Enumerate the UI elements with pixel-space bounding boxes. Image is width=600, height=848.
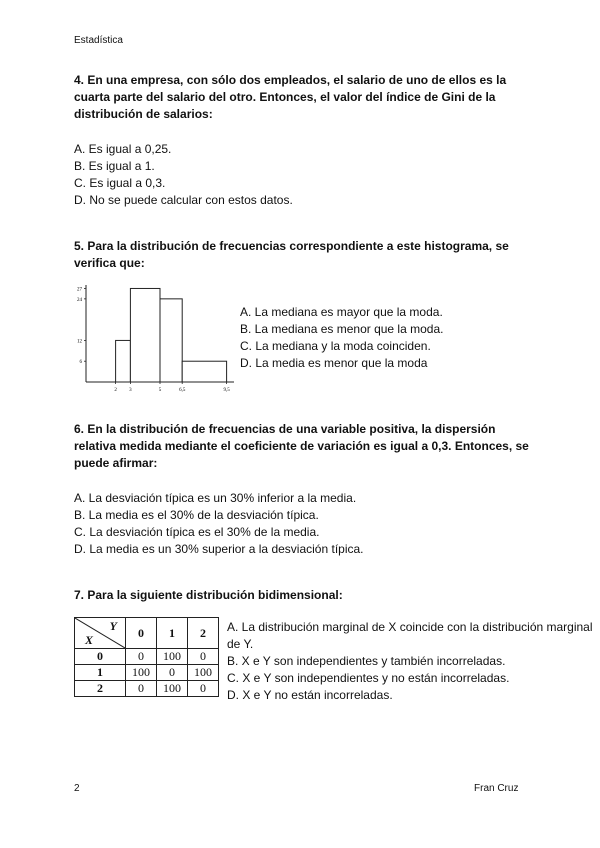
- table-cell: 100: [188, 665, 219, 681]
- table-x-label: X: [85, 633, 94, 647]
- question-6-option-b: B. La media es el 30% de la desviación típica.: [74, 508, 319, 522]
- table-cell: 0: [126, 681, 157, 697]
- table-corner-cell: [75, 618, 126, 649]
- question-6-option-c: C. La desviación típica es el 30% de la media.: [74, 525, 320, 539]
- question-5-options: [240, 304, 443, 372]
- question-5-option-c: C. La mediana y la moda coinciden.: [240, 339, 431, 353]
- question-4: [74, 72, 534, 209]
- question-4-option-a: A. Es igual a 0,25.: [74, 142, 172, 156]
- question-7-title: 7. Para la siguiente distribución bidimensional:: [74, 588, 343, 602]
- histogram-bar: [160, 299, 182, 382]
- table-cell: 0: [188, 649, 219, 665]
- question-7-options: [227, 619, 600, 704]
- question-6-option-d: D. La media es un 30% superior a la desviación típica.: [74, 542, 364, 556]
- page-number: 2: [74, 783, 80, 794]
- y-tick-label: 12: [77, 339, 82, 345]
- question-5: [74, 238, 534, 272]
- question-7: [74, 587, 534, 604]
- question-4-title: 4. En una empresa, con sólo dos empleados, el salario de uno de ellos es la cuarta parte del salario del otro. Entonces, el valor del índice de Gini de la distribución de salarios:: [74, 73, 507, 121]
- x-tick-label: 6,5: [179, 388, 186, 393]
- question-5-option-d: D. La media es menor que la moda: [240, 356, 428, 370]
- y-tick-label: 6: [79, 360, 82, 366]
- x-tick-label: 9,5: [223, 388, 230, 393]
- table-cell: 100: [157, 649, 188, 665]
- x-tick-label: 3: [129, 388, 132, 393]
- histogram-bar: [130, 288, 160, 382]
- table-cell: 100: [126, 665, 157, 681]
- table-col-header: 1: [157, 618, 188, 649]
- y-tick-label: 27: [77, 287, 82, 293]
- table-cell: 0: [126, 649, 157, 665]
- question-4-option-d: D. No se puede calcular con estos datos.: [74, 193, 293, 207]
- table-cell: 100: [157, 681, 188, 697]
- question-7-option-c: C. X e Y son independientes y no están incorreladas.: [227, 671, 510, 685]
- question-7-option-d: D. X e Y no están incorreladas.: [227, 688, 393, 702]
- table-row-header: 1: [75, 665, 126, 681]
- question-5-title: 5. Para la distribución de frecuencias correspondiente a este histograma, se verifica que:: [74, 239, 509, 270]
- table-cell: 0: [188, 681, 219, 697]
- question-7-option-b: B. X e Y son independientes y también incorreladas.: [227, 654, 506, 668]
- question-5-option-a: A. La mediana es mayor que la moda.: [240, 305, 443, 319]
- table-y-label: Y: [109, 619, 117, 633]
- question-4-option-c: C. Es igual a 0,3.: [74, 176, 166, 190]
- table-cell: 0: [157, 665, 188, 681]
- x-tick-label: 2: [114, 388, 117, 393]
- question-5-option-b: B. La mediana es menor que la moda.: [240, 322, 444, 336]
- table-row: [75, 649, 219, 665]
- table-row-header: 2: [75, 681, 126, 697]
- footer-author: Fran Cruz: [474, 783, 519, 794]
- diagonal-line-icon: [75, 618, 125, 648]
- table-col-header: 2: [188, 618, 219, 649]
- question-6-option-a: A. La desviación típica es un 30% inferior a la media.: [74, 491, 357, 505]
- question-7-option-a: A. La distribución marginal de X coincide con la distribución marginal de Y.: [227, 620, 593, 651]
- question-4-option-b: B. Es igual a 1.: [74, 159, 155, 173]
- document-header: Estadística: [74, 35, 123, 46]
- question-4-options: [74, 141, 534, 209]
- table-row-header: 0: [75, 649, 126, 665]
- table-col-header: 0: [126, 618, 157, 649]
- histogram-bar: [182, 361, 226, 382]
- question-6-options: [74, 490, 534, 558]
- histogram-chart: [74, 283, 238, 399]
- y-tick-label: 24: [77, 297, 82, 303]
- bivariate-table: [74, 617, 219, 697]
- table-row: [75, 665, 219, 681]
- histogram-bar: [116, 340, 131, 382]
- table-row: [75, 681, 219, 697]
- x-tick-label: 5: [158, 388, 162, 393]
- question-6: [74, 421, 534, 558]
- question-6-title: 6. En la distribución de frecuencias de una variable positiva, la dispersión relativa medida mediante el coeficiente de variación es igual a 0,3. Entonces, se puede afirmar:: [74, 422, 529, 470]
